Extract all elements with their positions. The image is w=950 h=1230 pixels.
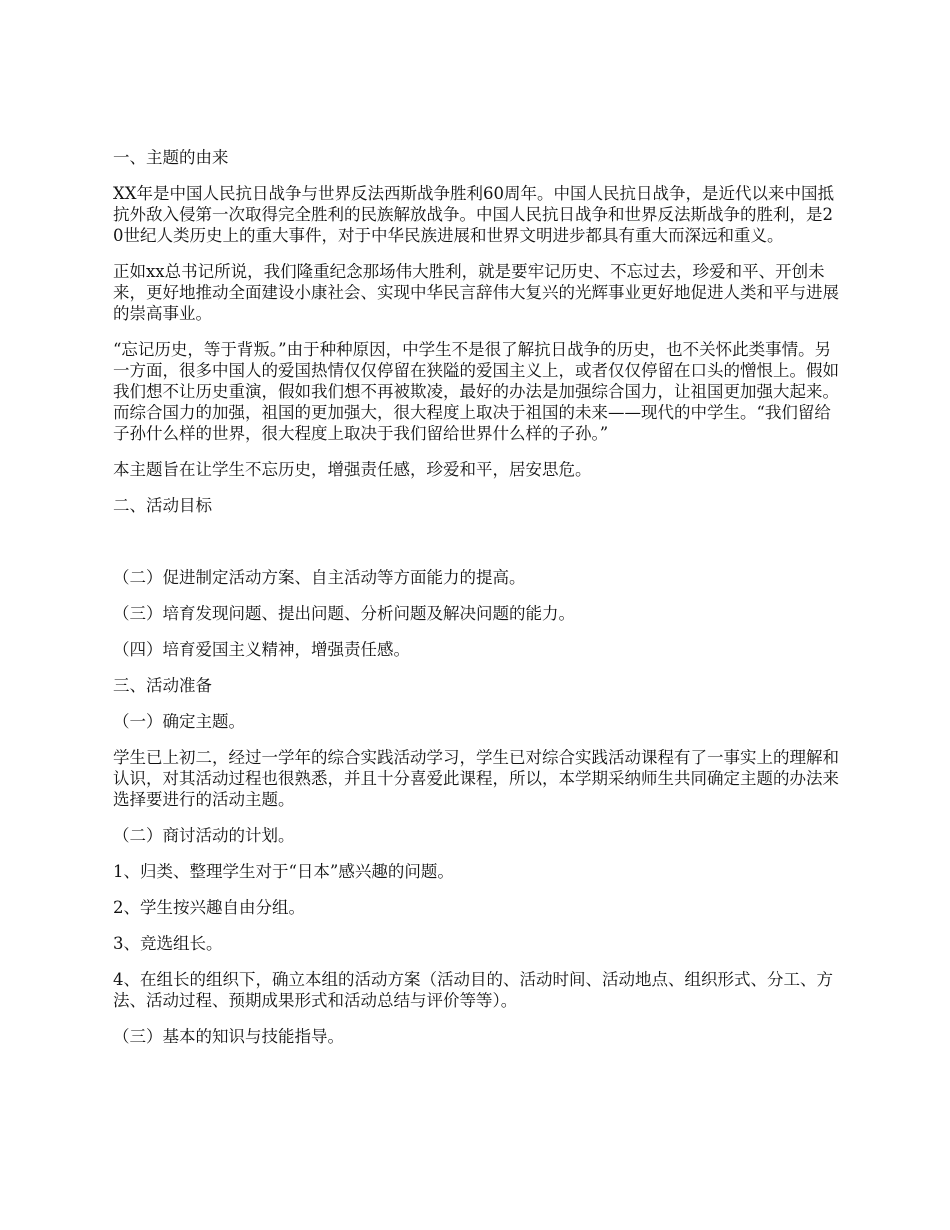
section-heading: 三、活动准备	[113, 676, 212, 695]
blank-gap	[113, 531, 843, 567]
section-heading: 二、活动目标	[113, 496, 212, 515]
subsection-heading: （二）商讨活动的计划。	[113, 826, 295, 845]
body-paragraph: 本主题旨在让学生不忘历史，增强责任感，珍爱和平，居安思危。	[113, 460, 592, 479]
body-paragraph: 学生已上初二，经过一学年的综合实践活动学习，学生已对综合实践活动课程有了一事实上的理解和认识，对其活动过程也很熟悉，并且十分喜爱此课程，所以，本学期采纳师生共同确定主题的办法来选择要进行的活动主题。	[113, 748, 839, 809]
list-item: 4、在组长的组织下，确立本组的活动方案（活动目的、活动时间、活动地点、组织形式、分工、方法、活动过程、预期成果形式和活动总结与评价等等）。	[113, 970, 833, 1010]
body-paragraph: 正如xx总书记所说，我们隆重纪念那场伟大胜利，就是要牢记历史、不忘过去，珍爱和平、开创未来，更好地推动全面建设小康社会、实现中华民言辞伟大复兴的光辉事业更好地促进人类和平与进展的崇高事业。	[113, 262, 839, 323]
list-item: （三）培育发现问题、提出问题、分析问题及解决问题的能力。	[113, 604, 575, 623]
section-heading: 一、主题的由来	[113, 148, 229, 167]
list-item: （二）促进制定活动方案、自主活动等方面能力的提高。	[113, 568, 526, 587]
document-body	[113, 147, 843, 1062]
body-paragraph: XX年是中国人民抗日战争与世界反法西斯战争胜利60周年。中国人民抗日战争，是近代以来中国抵抗外敌入侵第一次取得完全胜利的民族解放战争。中国人民抗日战争和世界反法斯战争的胜利，是20世纪人类历史上的重大事件，对于中华民族进展和世界文明进步都具有重大而深远和重义。	[113, 184, 834, 245]
list-item: 3、竞选组长。	[113, 934, 223, 953]
list-item: （四）培育爱国主义精神，增强责任感。	[113, 640, 410, 659]
subsection-heading: （一）确定主题。	[113, 712, 245, 731]
body-paragraph: “忘记历史，等于背叛。”由于种种原因，中学生不是很了解抗日战争的历史，也不关怀此类事情。另一方面，很多中国人的爱国热情仅仅停留在狭隘的爱国主义上，或者仅仅停留在口头的憎恨上。假如我们想不让历史重演，假如我们想不再被欺凌，最好的办法是加强综合国力，让祖国更加强大起来。而综合国力的加强，祖国的更加强大，很大程度上取决于祖国的未来——现代的中学生。“我们留给子孙什么样的世界，很大程度上取决于我们留给世界什么样的子孙。”	[113, 340, 839, 443]
list-item: 1、归类、整理学生对于“日本”感兴趣的问题。	[113, 862, 454, 881]
list-item: 2、学生按兴趣自由分组。	[113, 898, 305, 917]
subsection-heading: （三）基本的知识与技能指导。	[113, 1027, 344, 1046]
